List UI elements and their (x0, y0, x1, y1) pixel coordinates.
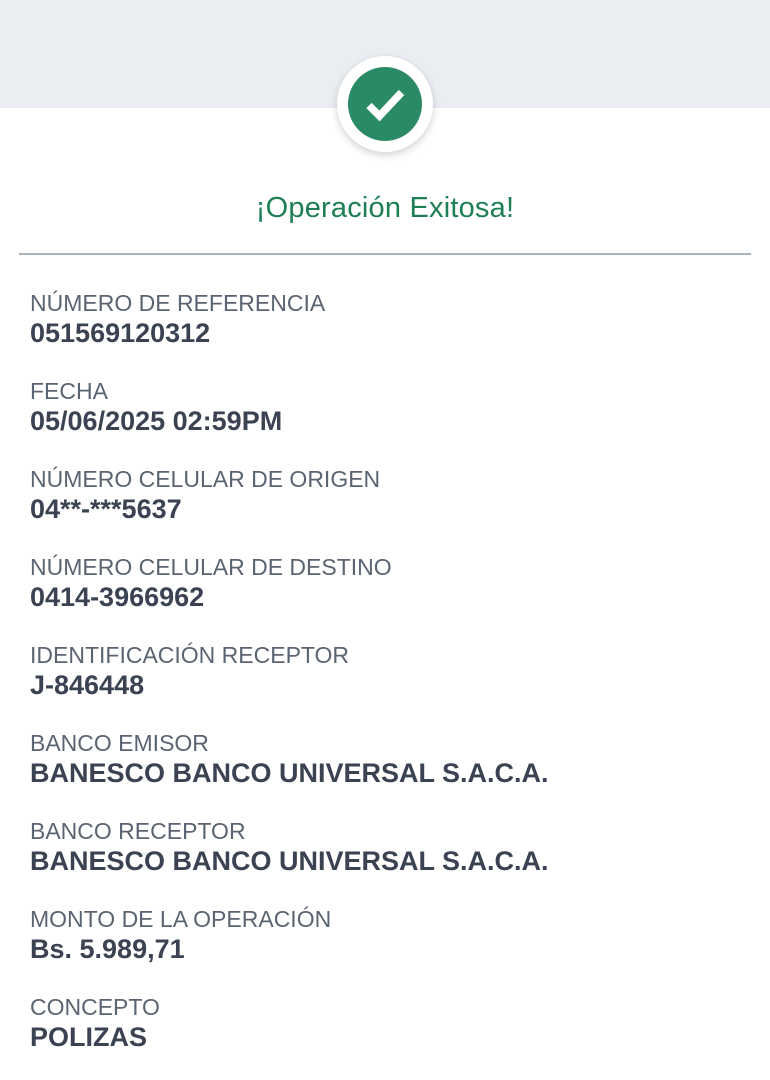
field-label: BANCO RECEPTOR (30, 818, 246, 844)
field-label: MONTO DE LA OPERACIÓN (30, 906, 332, 932)
field-value: Bs. 5.989,71 (30, 934, 185, 964)
field-label: IDENTIFICACIÓN RECEPTOR (30, 642, 350, 668)
field-label: NÚMERO CELULAR DE DESTINO (30, 554, 392, 580)
field-value: 04**-***5637 (30, 494, 182, 524)
field-label: NÚMERO DE REFERENCIA (30, 290, 326, 316)
receipt-field (30, 728, 740, 788)
divider (19, 253, 751, 255)
field-value: POLIZAS (30, 1022, 148, 1052)
field-value: 0414-3966962 (30, 582, 205, 612)
receipt-field (30, 464, 740, 524)
field-value: BANESCO BANCO UNIVERSAL S.A.C.A. (30, 846, 549, 876)
field-value: J-846448 (30, 670, 145, 700)
field-label: FECHA (30, 378, 108, 404)
receipt-field (30, 904, 740, 964)
field-label: NÚMERO CELULAR DE ORIGEN (30, 466, 381, 492)
receipt-field (30, 288, 740, 348)
success-title: ¡Operación Exitosa! (255, 192, 515, 224)
field-value: 05/06/2025 02:59PM (30, 406, 283, 436)
field-value: BANESCO BANCO UNIVERSAL S.A.C.A. (30, 758, 549, 788)
receipt-details (30, 288, 740, 1080)
receipt-field (30, 376, 740, 436)
field-label: BANCO EMISOR (30, 730, 209, 756)
success-badge (337, 56, 433, 152)
receipt-field (30, 992, 740, 1052)
receipt-field (30, 640, 740, 700)
field-label: CONCEPTO (30, 994, 160, 1020)
field-value: 051569120312 (30, 318, 211, 348)
receipt-field (30, 552, 740, 612)
check-icon (348, 67, 422, 141)
receipt-field (30, 816, 740, 876)
